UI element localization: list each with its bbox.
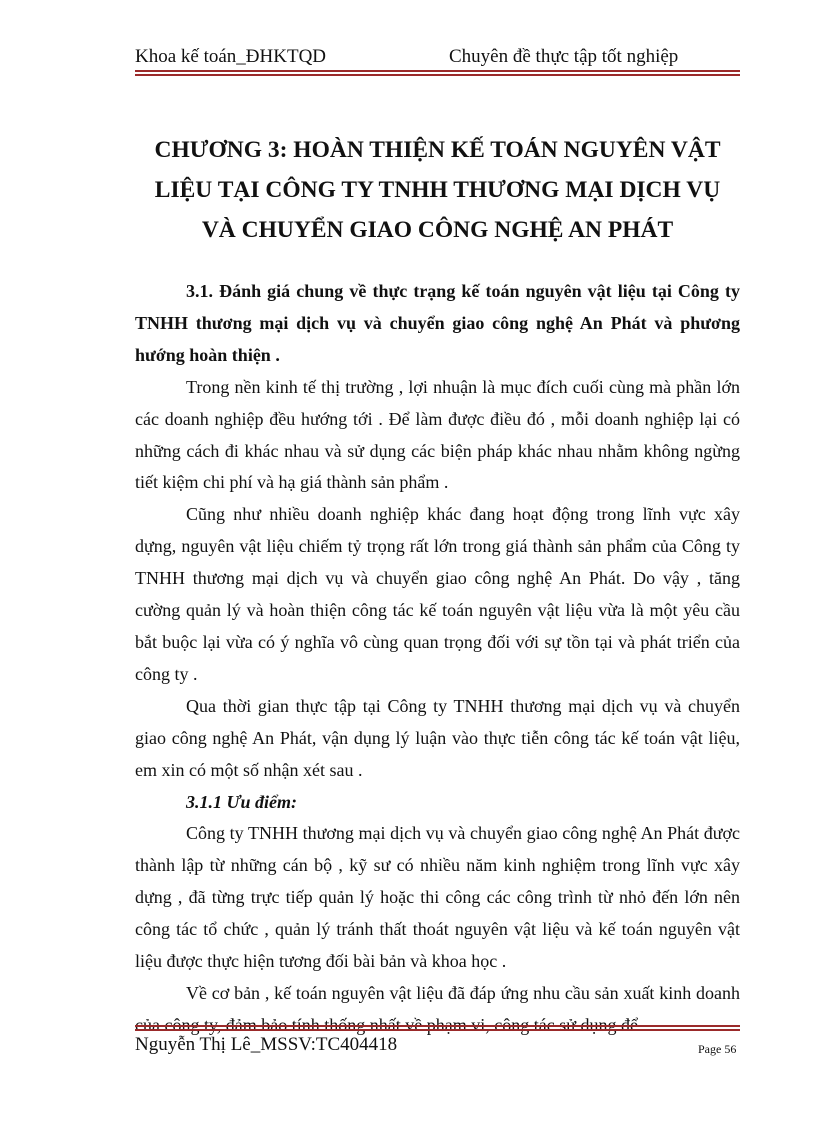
chapter-title-line: VÀ CHUYỂN GIAO CÔNG NGHỆ AN PHÁT — [201, 217, 674, 243]
paragraph: Trong nền kinh tế thị trường , lợi nhuận là mục đích cuối cùng mà phần lớn các doanh nghiệp đều hướng tới . Để làm được điều đó , mỗi doanh nghiệp lại có những cách đi khác nhau và sử dụng các biện pháp khác nhau nhằm không ngừng tiết kiệm chi phí và hạ giá thành sản phẩm . — [135, 376, 740, 493]
subsection-heading: 3.1.1 Ưu điểm: — [186, 791, 297, 812]
paragraph: Cũng như nhiều doanh nghiệp khác đang hoạt động trong lĩnh vực xây dựng, nguyên vật liệu chiếm tỷ trọng rất lớn trong giá thành sản phẩm của Công ty TNHH thương mại dịch vụ và chuyển giao công nghệ An Phát. Do vậy , tăng cường quản lý và hoàn thiện công tác kế toán nguyên vật liệu vừa là một yêu cầu bắt buộc lại vừa có ý nghĩa vô cùng quan trọng đối với sự tồn tại và phát triển của công ty . — [135, 504, 740, 684]
paragraph: Về cơ bản , kế toán nguyên vật liệu đã đáp ứng nhu cầu sản xuất kinh doanh của công ty, đảm bảo tính thống nhất về phạm vi, công tác sử dụng để — [135, 982, 740, 1035]
paragraph: Qua thời gian thực tập tại Công ty TNHH thương mại dịch vụ và chuyển giao công nghệ An Phát, vận dụng lý luận vào thực tiễn công tác kế toán vật liệu, em xin có một số nhận xét sau . — [135, 695, 740, 780]
footer-author: Nguyễn Thị Lê_MSSV:TC404418 — [135, 1034, 398, 1055]
header-faculty: Khoa kế toán_ĐHKTQD — [135, 46, 327, 67]
chapter-title-line: CHƯƠNG 3: HOÀN THIỆN KẾ TOÁN NGUYÊN VẬT — [154, 137, 721, 163]
document-body — [135, 276, 740, 1042]
header-divider — [135, 70, 740, 76]
chapter-title — [135, 130, 740, 250]
chapter-title-line: LIỆU TẠI CÔNG TY TNHH THƯƠNG MẠI DỊCH VỤ — [154, 177, 721, 203]
paragraph: Công ty TNHH thương mại dịch vụ và chuyển giao công nghệ An Phát được thành lập từ những cán bộ , kỹ sư có nhiều năm kinh nghiệm trong lĩnh vực xây dựng , đã từng trực tiếp quản lý hoặc thi công các công trình từ nhỏ đến lớn nên công tác tổ chức , quản lý tránh thất thoát nguyên vật liệu và kế toán nguyên vật liệu được thực hiện tương đối bài bản và khoa học . — [135, 823, 740, 972]
page-header — [135, 46, 735, 72]
page-number: Page 56 — [698, 1042, 737, 1056]
section-heading: 3.1. Đánh giá chung về thực trạng kế toán nguyên vật liệu tại Công ty TNHH thương mại dịch vụ và chuyển giao công nghệ An Phát và phương hướng hoàn thiện . — [135, 281, 740, 365]
footer-divider — [135, 1025, 740, 1031]
header-report-title: Chuyên đề thực tập tốt nghiệp — [449, 46, 679, 67]
